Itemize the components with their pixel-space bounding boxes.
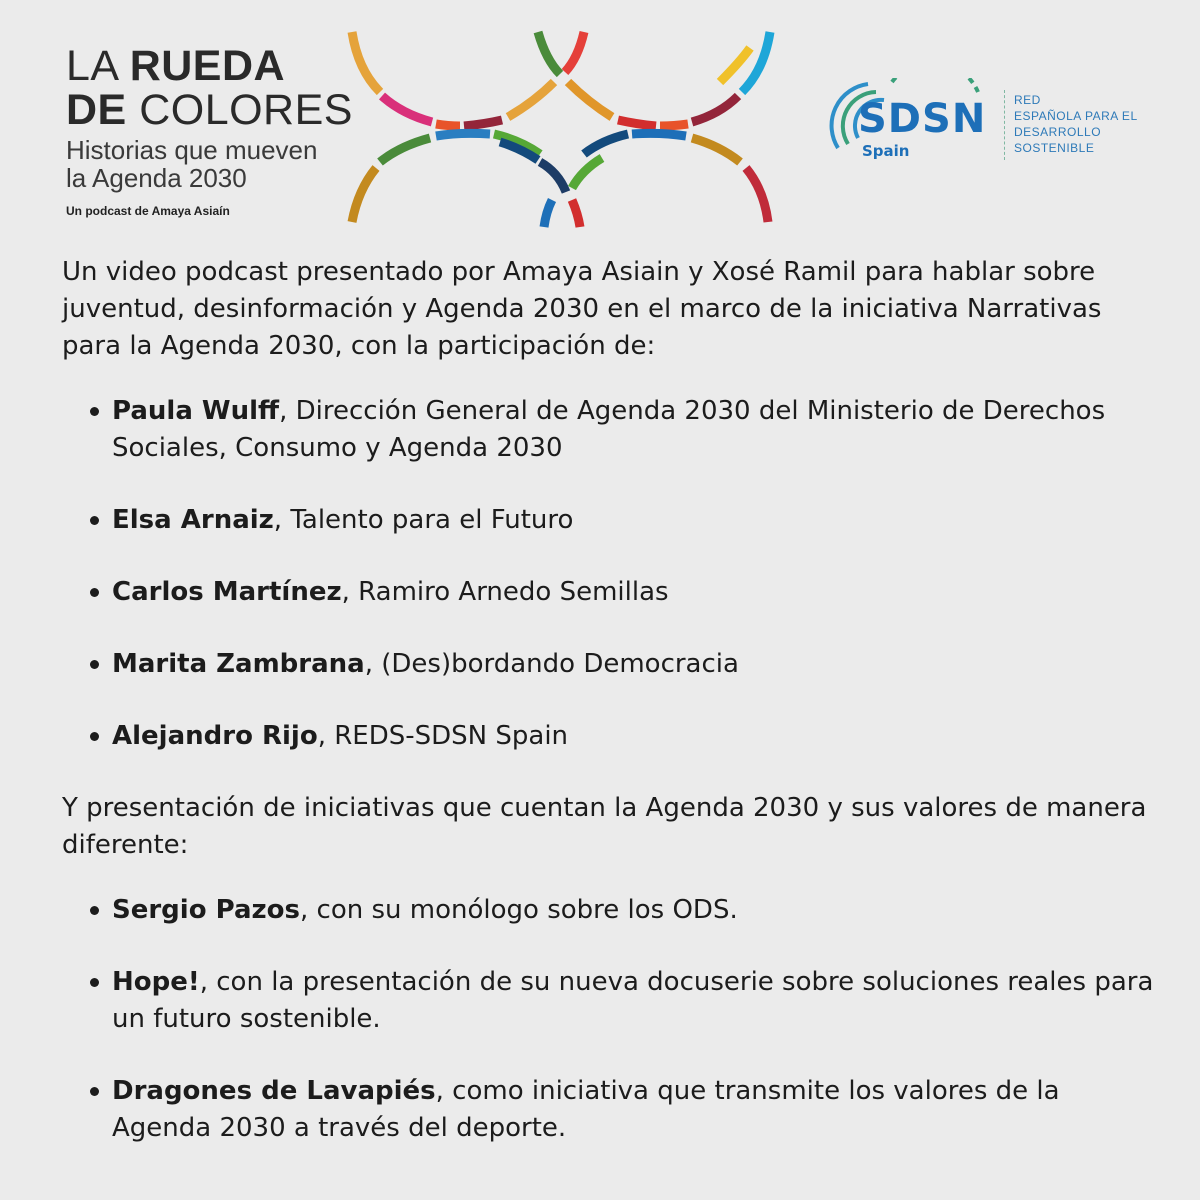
participant-item <box>62 393 1162 467</box>
logo-title-line2 <box>66 88 366 132</box>
main-content <box>62 254 1162 1182</box>
initiatives-list <box>62 892 1162 1147</box>
initiative-desc: , con la presentación de su nueva docuserie sobre soluciones reales para un futuro sostenible. <box>112 967 1154 1034</box>
color-wheel-graphic <box>340 22 780 232</box>
logo-title-line1 <box>66 44 366 88</box>
participant-org: , Talento para el Futuro <box>273 505 574 535</box>
logo-word-colores: COLORES <box>139 86 353 134</box>
participant-name: Paula Wulff <box>112 396 280 426</box>
sdsn-divider <box>1004 90 1006 160</box>
sdsn-desc-line2: ESPAÑOLA PARA EL <box>1014 109 1138 123</box>
intro-paragraph: Un video podcast presentado por Amaya Asiain y Xosé Ramil para hablar sobre juventud, desinformación y Agenda 2030 en el marco de la iniciativa Narrativas para la Agenda 2030, con la participación de: <box>62 257 1102 361</box>
initiative-item <box>62 1073 1162 1147</box>
participant-name: Elsa Arnaiz <box>112 505 274 535</box>
sdsn-desc-line1: RED <box>1014 93 1041 107</box>
initiative-name: Hope! <box>112 967 200 997</box>
participant-org: , (Des)bordando Democracia <box>364 649 739 679</box>
initiative-name: Sergio Pazos <box>112 895 300 925</box>
logo-credit: Un podcast de Amaya Asiaín <box>66 204 230 218</box>
participant-org: , Dirección General de Agenda 2030 del Ministerio de Derechos Sociales, Consumo y Agenda 2030 <box>112 396 1106 463</box>
participant-item <box>62 502 1162 539</box>
participant-name: Marita Zambrana <box>112 649 365 679</box>
sdsn-desc-line3: DESARROLLO <box>1014 125 1102 139</box>
podcast-logo <box>66 44 366 218</box>
logo-word-la: LA <box>66 42 118 90</box>
participant-name: Alejandro Rijo <box>112 721 318 751</box>
sdsn-logo <box>828 78 1148 178</box>
participant-item <box>62 574 1162 611</box>
logo-subtitle-line2: la Agenda 2030 <box>66 163 247 193</box>
initiative-desc: , como iniciativa que transmite los valores de la Agenda 2030 a través del deporte. <box>112 1076 1060 1143</box>
sdsn-description <box>1014 92 1154 156</box>
sdsn-desc-line4: SOSTENIBLE <box>1014 141 1095 155</box>
initiative-name: Dragones de Lavapiés <box>112 1076 436 1106</box>
logo-subtitle-line1: Historias que mueven <box>66 135 318 165</box>
participants-list <box>62 393 1162 755</box>
participant-item <box>62 646 1162 683</box>
participant-name: Carlos Martínez <box>112 577 342 607</box>
sdsn-title: SDSN <box>858 96 987 142</box>
header <box>0 0 1200 240</box>
participant-org: , Ramiro Arnedo Semillas <box>341 577 669 607</box>
logo-word-de: DE <box>66 86 127 134</box>
sdsn-country: Spain <box>862 142 910 160</box>
initiative-desc: , con su monólogo sobre los ODS. <box>300 895 738 925</box>
logo-word-rueda: RUEDA <box>129 42 286 90</box>
initiative-item <box>62 964 1162 1038</box>
second-intro-paragraph: Y presentación de iniciativas que cuentan la Agenda 2030 y sus valores de manera diferente: <box>62 793 1147 860</box>
initiative-item <box>62 892 1162 929</box>
participant-item <box>62 718 1162 755</box>
participant-org: , REDS-SDSN Spain <box>317 721 569 751</box>
